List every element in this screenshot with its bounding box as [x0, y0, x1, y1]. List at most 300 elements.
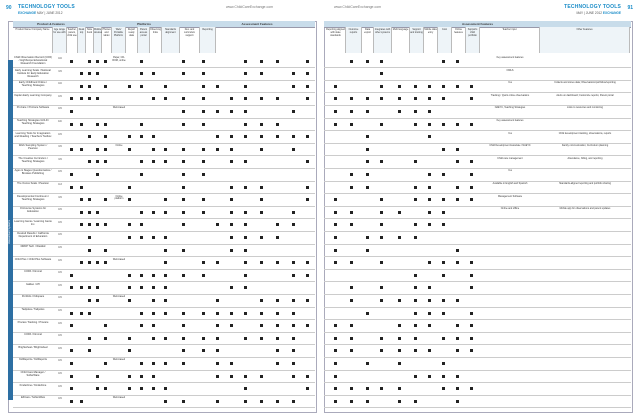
- check-mark: [244, 312, 247, 315]
- check-mark: [276, 60, 279, 63]
- check-mark: [366, 236, 369, 239]
- check-mark: [230, 324, 233, 327]
- right-subheader: Supports child portfolio: [466, 27, 480, 53]
- check-mark: [442, 60, 445, 63]
- check-mark: [104, 198, 107, 201]
- row-divider: [324, 382, 631, 383]
- check-mark: [88, 135, 91, 138]
- check-mark: [470, 85, 473, 88]
- row-name: OnCourse Systems for Education: [19, 207, 47, 214]
- row-name: Early Learning Scale / National Institute for Early Education Research: [15, 68, 51, 78]
- row-divider: [13, 269, 315, 270]
- check-mark: [244, 387, 247, 390]
- left-page-title: TECHNOLOGY TOOLS: [18, 4, 75, 10]
- check-mark: [96, 173, 99, 176]
- row-divider: [13, 206, 315, 207]
- row-divider: [13, 395, 315, 396]
- row-assessment-note: NAEYC, Teaching Strategies: [494, 106, 526, 110]
- check-mark: [244, 337, 247, 340]
- check-mark: [80, 400, 83, 403]
- row-divider: [324, 130, 631, 131]
- left-subheader: Report ready data: [126, 27, 138, 53]
- row-other-features: Links to resources and monitoring: [567, 106, 603, 110]
- row-assessment-note: Tracking / Quick online observations: [490, 93, 530, 97]
- check-mark: [96, 97, 99, 100]
- check-mark: [104, 337, 107, 340]
- check-mark: [244, 261, 247, 264]
- check-mark: [260, 135, 263, 138]
- check-mark: [96, 211, 99, 214]
- check-mark: [70, 97, 73, 100]
- check-mark: [414, 337, 417, 340]
- row-divider: [324, 244, 631, 245]
- row-divider: [13, 92, 315, 93]
- check-mark: [442, 198, 445, 201]
- check-mark: [140, 135, 143, 138]
- check-mark: [152, 312, 155, 315]
- check-mark: [88, 261, 91, 264]
- check-mark: [306, 85, 309, 88]
- check-mark: [456, 160, 459, 163]
- check-mark: [230, 286, 233, 289]
- row-other-features: Child development tracking, observations, reports: [558, 131, 612, 135]
- row-note: Web-based: [112, 257, 126, 261]
- row-name: Kaplan Early Learning Company: [14, 93, 52, 97]
- check-mark: [456, 299, 459, 302]
- right-page-title: TECHNOLOGY TOOLS: [564, 4, 621, 10]
- right-subheader: Multi language: [392, 27, 410, 53]
- row-age: 0-5: [58, 283, 62, 287]
- check-mark: [230, 211, 233, 214]
- check-mark: [152, 337, 155, 340]
- check-mark: [334, 85, 337, 88]
- row-divider: [13, 193, 315, 194]
- row-assessment-note: Yes: [508, 169, 512, 173]
- check-mark: [380, 123, 383, 126]
- check-mark: [202, 274, 205, 277]
- check-mark: [202, 349, 205, 352]
- row-name: ProCare / ProCare Software: [16, 106, 50, 110]
- check-mark: [182, 349, 185, 352]
- check-mark: [260, 324, 263, 327]
- check-mark: [140, 375, 143, 378]
- check-mark: [70, 375, 73, 378]
- check-mark: [140, 160, 143, 163]
- check-mark: [276, 362, 279, 365]
- left-page-header: [6, 4, 75, 15]
- check-mark: [442, 148, 445, 151]
- check-mark: [202, 312, 205, 315]
- right-url[interactable]: www.ChildCareExchange.com: [334, 5, 382, 9]
- check-mark: [182, 362, 185, 365]
- check-mark: [442, 211, 445, 214]
- check-mark: [470, 261, 473, 264]
- check-mark: [104, 85, 107, 88]
- check-mark: [414, 186, 417, 189]
- row-divider: [324, 332, 631, 333]
- check-mark: [456, 324, 459, 327]
- check-mark: [260, 123, 263, 126]
- check-mark: [276, 223, 279, 226]
- row-age: 0-5: [58, 397, 62, 401]
- check-mark: [164, 249, 167, 252]
- check-mark: [398, 110, 401, 113]
- side-label: Assessment Systems: [8, 220, 11, 244]
- check-mark: [366, 110, 369, 113]
- check-mark: [398, 387, 401, 390]
- check-mark: [260, 261, 263, 264]
- check-mark: [230, 160, 233, 163]
- check-mark: [182, 198, 185, 201]
- right-subheader: Cost: [438, 27, 452, 53]
- row-divider: [324, 256, 631, 257]
- check-mark: [88, 60, 91, 63]
- left-subheader: Note book: [86, 27, 94, 53]
- check-mark: [230, 110, 233, 113]
- check-mark: [88, 211, 91, 214]
- check-mark: [152, 135, 155, 138]
- check-mark: [230, 135, 233, 138]
- row-note: Web-based: [112, 358, 126, 362]
- row-name: Learning Tools for Imagination and Reading / Teachers Toolbox: [14, 131, 52, 138]
- check-mark: [470, 97, 473, 100]
- check-mark: [104, 148, 107, 151]
- check-mark: [428, 186, 431, 189]
- check-mark: [88, 286, 91, 289]
- check-mark: [350, 123, 353, 126]
- check-mark: [164, 160, 167, 163]
- row-divider: [324, 319, 631, 320]
- check-mark: [350, 186, 353, 189]
- check-mark: [380, 223, 383, 226]
- row-age: 0-5: [58, 220, 62, 224]
- check-mark: [164, 362, 167, 365]
- check-mark: [276, 123, 279, 126]
- row-name: Child Care Manager / SofterWare: [20, 371, 46, 377]
- row-name: EZCare / SofterWare: [20, 396, 46, 400]
- left-subheader: Web/ Portable Platform: [112, 27, 126, 53]
- check-mark: [470, 123, 473, 126]
- row-age: 0-5: [58, 94, 62, 98]
- check-mark: [202, 198, 205, 201]
- left-url[interactable]: www.ChildCareExchange.com: [226, 5, 274, 9]
- row-divider: [13, 105, 315, 106]
- check-mark: [128, 85, 131, 88]
- check-mark: [80, 186, 83, 189]
- row-other-features: Collects and stores data; Observations/portfolios/reporting: [554, 81, 616, 85]
- check-mark: [164, 274, 167, 277]
- check-mark: [366, 160, 369, 163]
- check-mark: [182, 211, 185, 214]
- check-mark: [428, 299, 431, 302]
- right-subheader: Teacher input: [480, 27, 540, 53]
- check-mark: [182, 274, 185, 277]
- check-mark: [244, 123, 247, 126]
- check-mark: [96, 223, 99, 226]
- check-mark: [96, 387, 99, 390]
- check-mark: [70, 186, 73, 189]
- check-mark: [414, 123, 417, 126]
- row-other-features: Alerts on dashboard; Customize reports; Parent portal: [556, 93, 614, 97]
- row-divider: [13, 256, 315, 257]
- check-mark: [80, 123, 83, 126]
- check-mark: [428, 85, 431, 88]
- check-mark: [398, 236, 401, 239]
- row-other-features: Family communication; Curriculum planning: [561, 144, 609, 148]
- check-mark: [292, 135, 295, 138]
- right-subheader: Other Features: [540, 27, 630, 53]
- row-divider: [324, 67, 631, 68]
- check-mark: [380, 97, 383, 100]
- check-mark: [398, 299, 401, 302]
- check-mark: [306, 160, 309, 163]
- check-mark: [80, 223, 83, 226]
- check-mark: [428, 97, 431, 100]
- check-mark: [140, 312, 143, 315]
- check-mark: [306, 186, 309, 189]
- left-subheader: Teacher, parent, child use: [67, 27, 78, 53]
- check-mark: [414, 349, 417, 352]
- check-mark: [88, 97, 91, 100]
- check-mark: [104, 223, 107, 226]
- check-mark: [128, 135, 131, 138]
- check-mark: [380, 85, 383, 88]
- check-mark: [456, 349, 459, 352]
- left-subheader: Parent access portal: [138, 27, 150, 53]
- check-mark: [366, 400, 369, 403]
- check-mark: [152, 387, 155, 390]
- check-mark: [470, 274, 473, 277]
- check-mark: [366, 148, 369, 151]
- check-mark: [230, 148, 233, 151]
- right-date: MAY | JUNE 2012: [576, 11, 603, 15]
- check-mark: [414, 236, 417, 239]
- check-mark: [414, 160, 417, 163]
- check-mark: [216, 261, 219, 264]
- check-mark: [140, 123, 143, 126]
- row-assessment-note: Online and offline: [500, 207, 520, 211]
- check-mark: [260, 337, 263, 340]
- check-mark: [182, 148, 185, 151]
- check-mark: [428, 261, 431, 264]
- check-mark: [276, 324, 279, 327]
- check-mark: [334, 362, 337, 365]
- check-mark: [216, 349, 219, 352]
- check-mark: [164, 286, 167, 289]
- check-mark: [80, 85, 83, 88]
- check-mark: [306, 72, 309, 75]
- row-name: Ages & Stages Questionnaires / Brookes Publishing: [14, 169, 52, 176]
- row-assessment-note: Management Software: [497, 194, 523, 198]
- check-mark: [350, 286, 353, 289]
- check-mark: [442, 97, 445, 100]
- check-mark: [428, 223, 431, 226]
- check-mark: [366, 249, 369, 252]
- check-mark: [152, 211, 155, 214]
- check-mark: [128, 274, 131, 277]
- check-mark: [470, 387, 473, 390]
- check-mark: [202, 110, 205, 113]
- check-mark: [398, 97, 401, 100]
- check-mark: [470, 337, 473, 340]
- row-note: Paper, CD-ROM, online: [112, 56, 126, 62]
- check-mark: [202, 148, 205, 151]
- left-subheader: Reporting: [200, 27, 216, 53]
- row-age: 0-5: [58, 372, 62, 375]
- row-assessment-note: Yes: [508, 131, 512, 135]
- check-mark: [88, 72, 91, 75]
- check-mark: [380, 337, 383, 340]
- check-mark: [428, 198, 431, 201]
- check-mark: [96, 286, 99, 289]
- check-mark: [164, 85, 167, 88]
- check-mark: [398, 362, 401, 365]
- check-mark: [306, 324, 309, 327]
- check-mark: [230, 362, 233, 365]
- row-age: 3-5: [58, 157, 62, 161]
- check-mark: [276, 312, 279, 315]
- row-divider: [13, 181, 315, 182]
- check-mark: [88, 85, 91, 88]
- check-mark: [470, 160, 473, 163]
- row-divider: [324, 344, 631, 345]
- row-age: 0-5: [58, 346, 62, 350]
- row-name: Tadpoles / Tadpoles: [21, 308, 45, 311]
- row-name: The Ounce Scale / Pearson: [17, 182, 49, 185]
- check-mark: [80, 211, 83, 214]
- check-mark: [80, 72, 83, 75]
- check-mark: [306, 261, 309, 264]
- row-divider: [324, 370, 631, 371]
- row-divider: [13, 80, 315, 81]
- row-divider: [13, 244, 315, 245]
- check-mark: [306, 60, 309, 63]
- check-mark: [414, 85, 417, 88]
- check-mark: [350, 110, 353, 113]
- check-mark: [428, 286, 431, 289]
- row-divider: [13, 281, 315, 282]
- check-mark: [260, 97, 263, 100]
- row-divider: [324, 395, 631, 396]
- check-mark: [398, 211, 401, 214]
- check-mark: [202, 60, 205, 63]
- check-mark: [380, 198, 383, 201]
- check-mark: [456, 123, 459, 126]
- right-brand: EXCHANGE: [602, 11, 621, 15]
- check-mark: [260, 312, 263, 315]
- right-subheader: Outcome reports: [346, 27, 362, 53]
- check-mark: [260, 186, 263, 189]
- check-mark: [88, 337, 91, 340]
- col-group-product: Product & Features: [13, 21, 89, 28]
- check-mark: [334, 337, 337, 340]
- row-age: 0-5: [58, 384, 62, 388]
- left-subheader: Mobile devices: [94, 27, 102, 53]
- check-mark: [414, 375, 417, 378]
- check-mark: [80, 97, 83, 100]
- check-mark: [414, 223, 417, 226]
- left-subheader: Desk top: [78, 27, 86, 53]
- check-mark: [104, 160, 107, 163]
- check-mark: [182, 249, 185, 252]
- check-mark: [182, 60, 185, 63]
- check-mark: [334, 349, 337, 352]
- check-mark: [104, 60, 107, 63]
- row-name: Procare Tracking / Procare: [17, 320, 49, 324]
- check-mark: [104, 249, 107, 252]
- check-mark: [164, 400, 167, 403]
- row-divider: [13, 168, 315, 169]
- check-mark: [152, 324, 155, 327]
- check-mark: [292, 85, 295, 88]
- right-subheader: Support and training: [410, 27, 424, 53]
- left-subheader: Product Name/ Company Name: [13, 27, 53, 53]
- row-name: The Creative Curriculum / Teaching Strategies: [18, 156, 48, 163]
- row-age: 0-5: [58, 170, 62, 174]
- check-mark: [216, 299, 219, 302]
- row-divider: [324, 281, 631, 282]
- check-mark: [96, 375, 99, 378]
- check-mark: [70, 274, 73, 277]
- row-divider: [13, 319, 315, 320]
- row-divider: [13, 67, 315, 68]
- check-mark: [380, 60, 383, 63]
- check-mark: [152, 299, 155, 302]
- check-mark: [442, 299, 445, 302]
- check-mark: [292, 362, 295, 365]
- check-mark: [456, 261, 459, 264]
- check-mark: [96, 160, 99, 163]
- check-mark: [292, 72, 295, 75]
- check-mark: [260, 198, 263, 201]
- row-divider: [13, 307, 315, 308]
- check-mark: [306, 274, 309, 277]
- check-mark: [414, 286, 417, 289]
- check-mark: [96, 261, 99, 264]
- row-age: 0-5: [58, 271, 62, 275]
- row-name: Kinderlime / Kinderlime: [19, 383, 47, 387]
- check-mark: [140, 72, 143, 75]
- check-mark: [292, 312, 295, 315]
- row-divider: [13, 218, 315, 219]
- row-assessment-note: OWLS: [506, 68, 514, 72]
- check-mark: [442, 85, 445, 88]
- check-mark: [456, 85, 459, 88]
- row-age: 0-5: [58, 296, 62, 300]
- check-mark: [306, 375, 309, 378]
- check-mark: [182, 312, 185, 315]
- check-mark: [442, 312, 445, 315]
- check-mark: [202, 173, 205, 176]
- check-mark: [152, 97, 155, 100]
- check-mark: [88, 160, 91, 163]
- check-mark: [350, 223, 353, 226]
- check-mark: [88, 249, 91, 252]
- check-mark: [140, 362, 143, 365]
- check-mark: [230, 97, 233, 100]
- right-subheader: Reporting aligned with state standards: [326, 27, 346, 53]
- check-mark: [164, 148, 167, 151]
- check-mark: [128, 349, 131, 352]
- check-mark: [366, 186, 369, 189]
- check-mark: [216, 375, 219, 378]
- check-mark: [202, 72, 205, 75]
- row-name: Learning Genie / Learning Genie Inc.: [14, 219, 52, 226]
- check-mark: [140, 286, 143, 289]
- check-mark: [276, 299, 279, 302]
- check-mark: [164, 312, 167, 315]
- check-mark: [414, 110, 417, 113]
